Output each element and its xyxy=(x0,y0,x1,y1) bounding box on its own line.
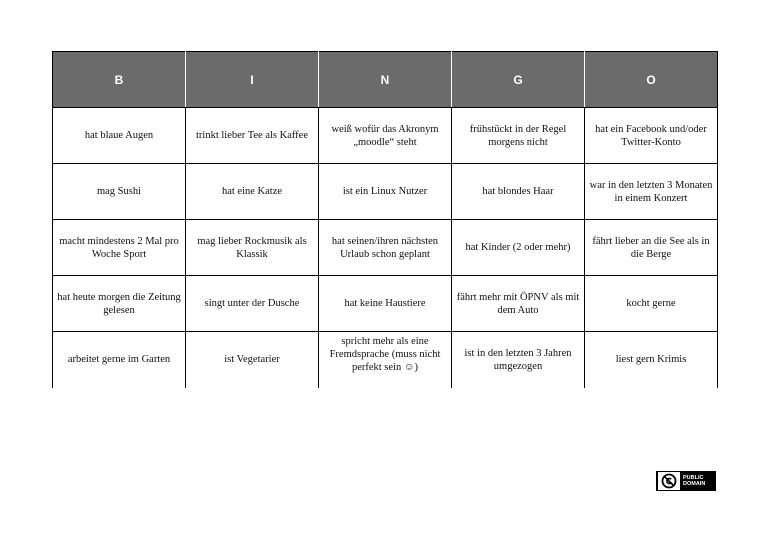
bingo-cell: hat heute morgen die Zeitung gelesen xyxy=(53,276,186,332)
bingo-cell: singt unter der Dusche xyxy=(186,276,319,332)
bingo-cell: war in den letzten 3 Monaten in einem Konzert xyxy=(585,164,718,220)
bingo-cell: trinkt lieber Tee als Kaffee xyxy=(186,108,319,164)
header-n: N xyxy=(319,52,452,108)
table-row xyxy=(53,220,718,276)
bingo-cell: mag lieber Rockmusik als Klassik xyxy=(186,220,319,276)
bingo-cell: fährt lieber an die See als in die Berge xyxy=(585,220,718,276)
bingo-cell: frühstückt in der Regel morgens nicht xyxy=(452,108,585,164)
header-i: I xyxy=(186,52,319,108)
table-row xyxy=(53,332,718,388)
bingo-cell: hat keine Haustiere xyxy=(319,276,452,332)
header-o: O xyxy=(585,52,718,108)
bingo-cell: mag Sushi xyxy=(53,164,186,220)
public-domain-label: PUBLIC DOMAIN xyxy=(683,475,706,487)
bingo-cell: fährt mehr mit ÖPNV als mit dem Auto xyxy=(452,276,585,332)
bingo-cell: hat blondes Haar xyxy=(452,164,585,220)
bingo-cell: hat blaue Augen xyxy=(53,108,186,164)
bingo-cell: ist in den letzten 3 Jahren umgezogen xyxy=(452,332,585,388)
public-domain-icon xyxy=(658,472,680,490)
bingo-cell: liest gern Krimis xyxy=(585,332,718,388)
bingo-cell: spricht mehr als eine Fremdsprache (muss nicht perfekt sein ☺) xyxy=(319,332,452,388)
bingo-cell: kocht gerne xyxy=(585,276,718,332)
bingo-cell: hat ein Facebook und/oder Twitter-Konto xyxy=(585,108,718,164)
header-b: B xyxy=(53,52,186,108)
table-row xyxy=(53,276,718,332)
table-row xyxy=(53,164,718,220)
header-row xyxy=(53,52,718,108)
bingo-cell: arbeitet gerne im Garten xyxy=(53,332,186,388)
bingo-cell: macht mindestens 2 Mal pro Woche Sport xyxy=(53,220,186,276)
bingo-cell: weiß wofür das Akronym „moodle“ steht xyxy=(319,108,452,164)
bingo-cell: hat eine Katze xyxy=(186,164,319,220)
bingo-cell: hat Kinder (2 oder mehr) xyxy=(452,220,585,276)
bingo-cell: hat seinen/ihren nächsten Urlaub schon geplant xyxy=(319,220,452,276)
table-row xyxy=(53,108,718,164)
bingo-cell: ist Vegetarier xyxy=(186,332,319,388)
bingo-table xyxy=(52,51,718,388)
header-g: G xyxy=(452,52,585,108)
bingo-cell: ist ein Linux Nutzer xyxy=(319,164,452,220)
public-domain-badge xyxy=(656,471,716,491)
